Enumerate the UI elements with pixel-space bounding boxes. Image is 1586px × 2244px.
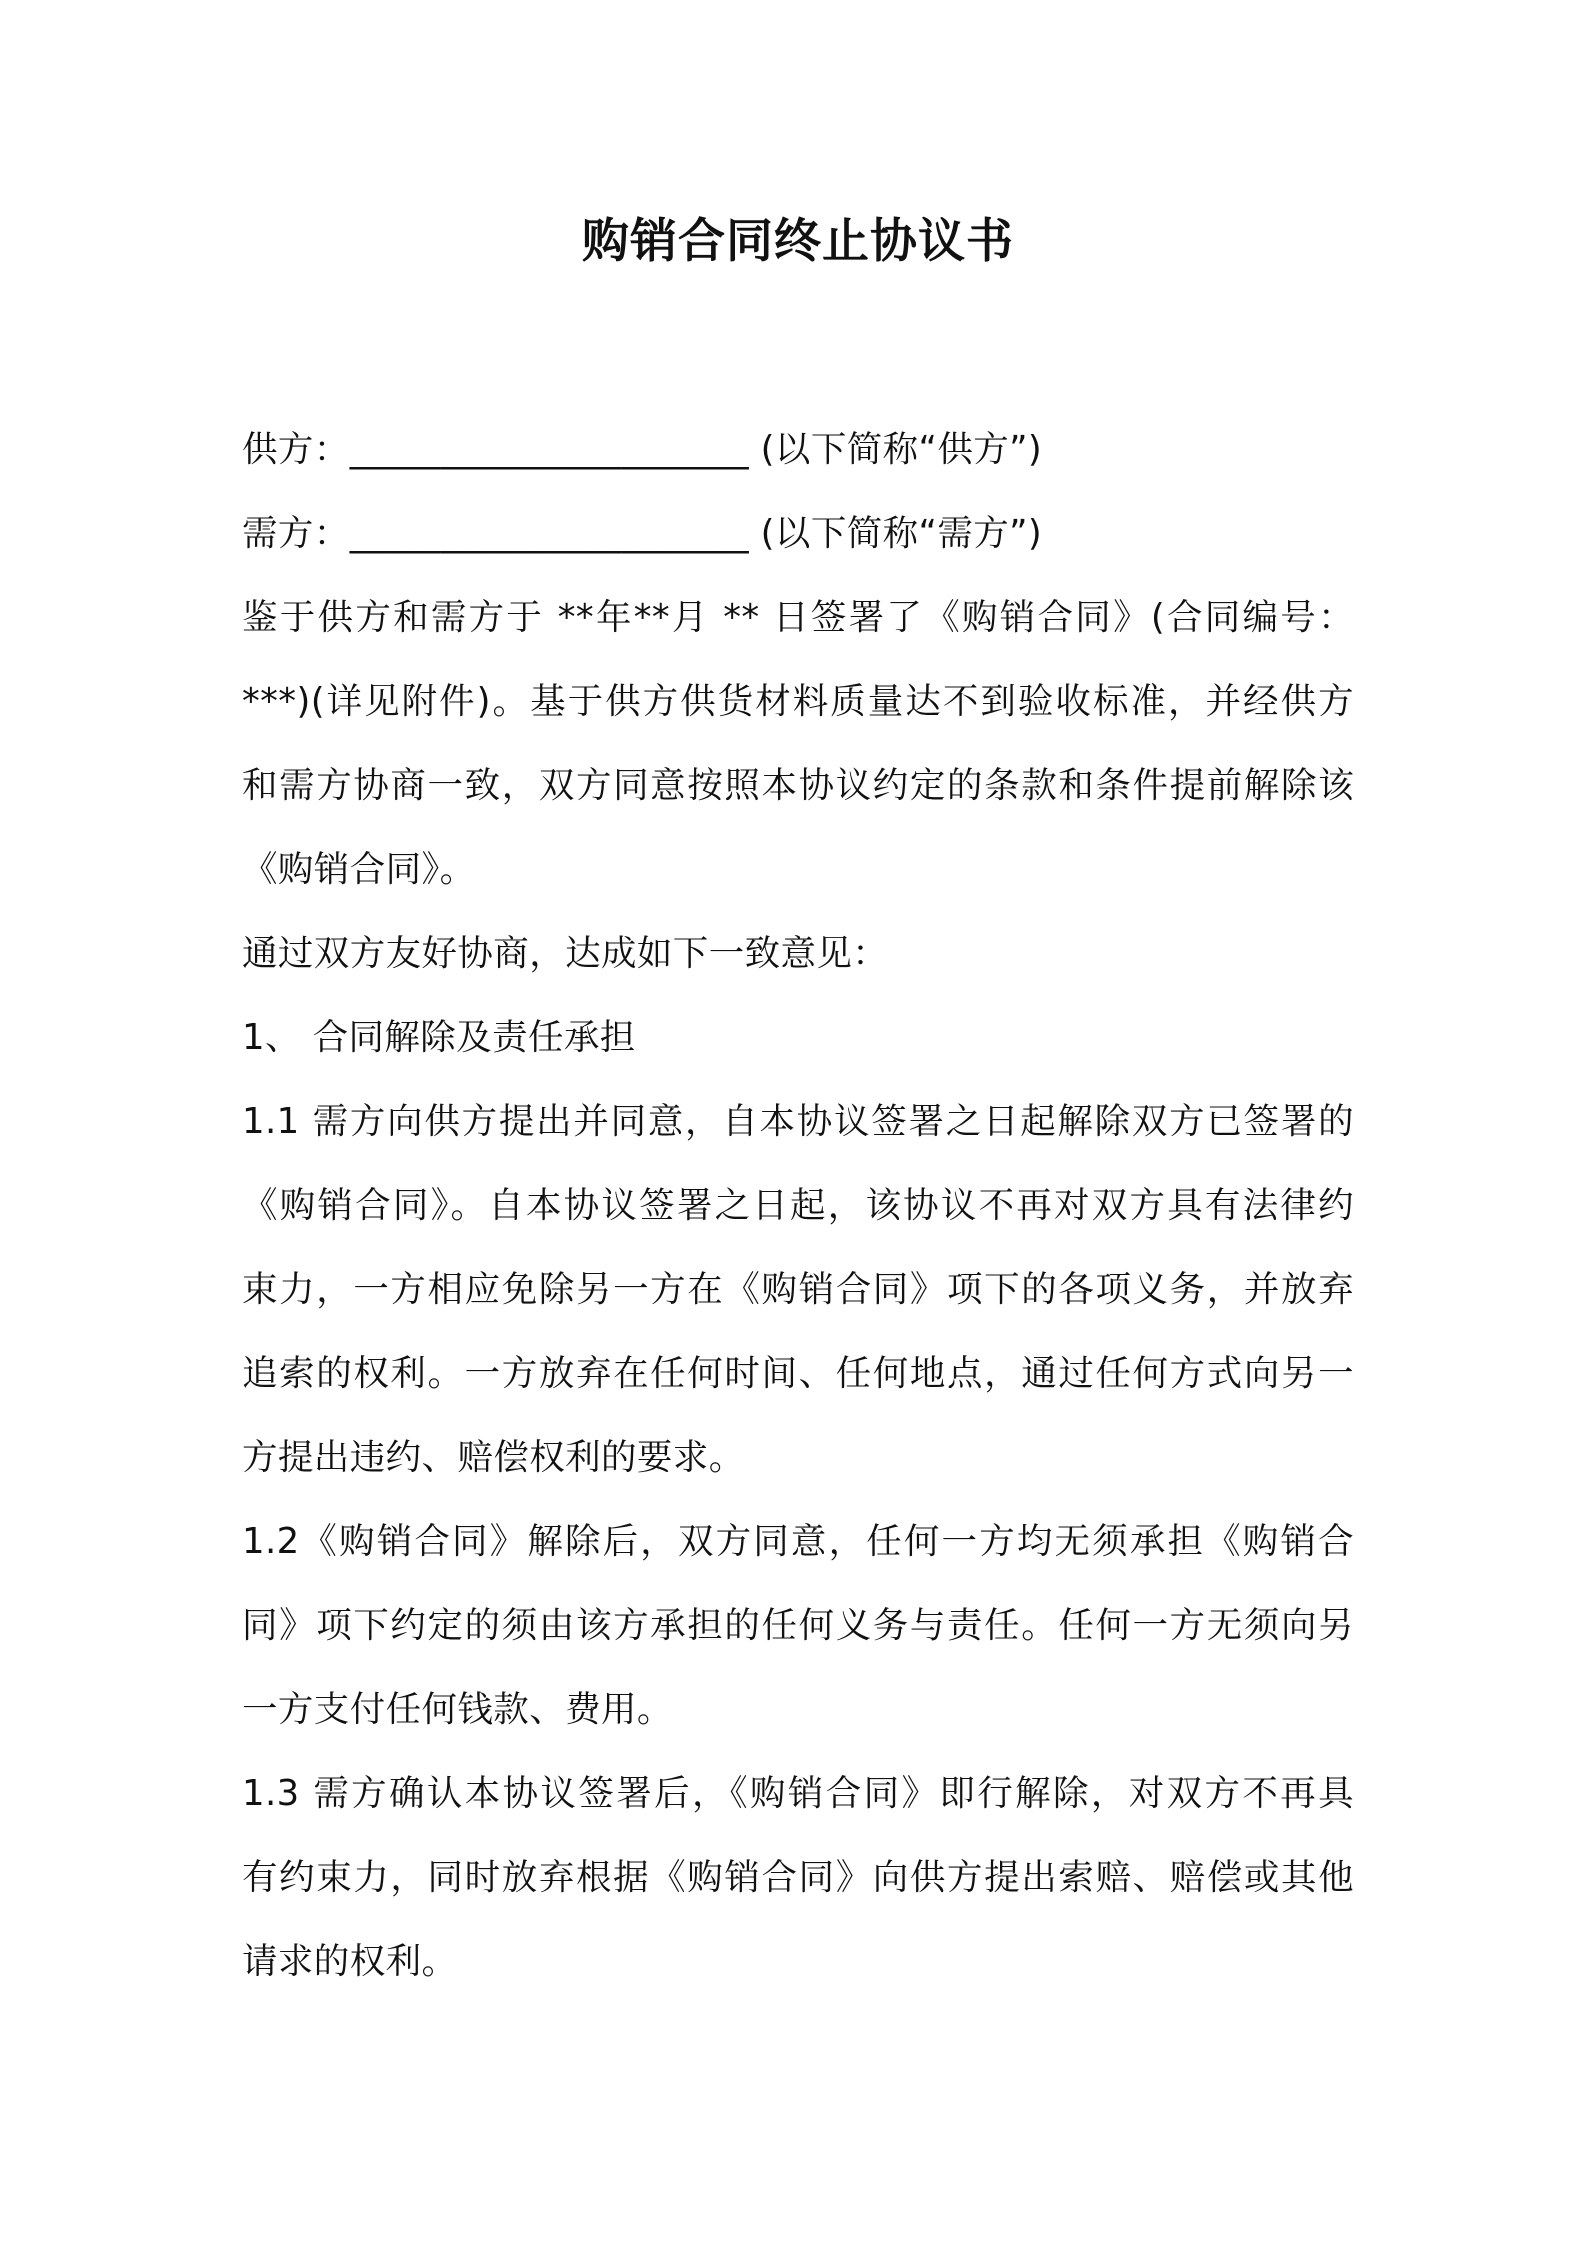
clause-1-3-line-2: 有约束力，同时放弃根据《购销合同》向供方提出索赔、赔偿或其他 — [242, 1857, 1354, 1898]
clause-1-2-line-2: 同》项下约定的须由该方承担的任何义务与责任。任何一方无须向另 — [242, 1605, 1354, 1646]
clause-1-1-line-3: 束力，一方相应免除另一方在《购销合同》项下的各项义务，并放弃 — [242, 1269, 1354, 1310]
section-1-heading: 1、 合同解除及责任承担 — [242, 1017, 636, 1058]
clause-1-2-line-1: 1.2《购销合同》解除后，双方同意，任何一方均无须承担《购销合 — [242, 1521, 1354, 1562]
clause-1-3-line-3: 请求的权利。 — [242, 1941, 458, 1982]
recital-line-1: 鉴于供方和需方于 **年**月 ** 日签署了《购销合同》(合同编号： — [242, 597, 1354, 638]
document-title: 购销合同终止协议书 — [582, 214, 1014, 269]
recital-line-2: ***)(详见附件)。基于供方供货材料质量达不到验收标准，并经供方 — [242, 681, 1354, 722]
clause-1-2-line-3: 一方支付任何钱款、费用。 — [242, 1689, 673, 1730]
recital-line-4: 《购销合同》。 — [242, 849, 476, 890]
clause-1-3-line-1: 1.3 需方确认本协议签署后，《购销合同》即行解除，对双方不再具 — [242, 1773, 1354, 1814]
clause-1-1-line-2: 《购销合同》。自本协议签署之日起，该协议不再对双方具有法律约 — [242, 1185, 1354, 1226]
agreement-intro: 通过双方友好协商，达成如下一致意见： — [242, 933, 889, 974]
recital-line-3: 和需方协商一致，双方同意按照本协议约定的条款和条件提前解除该 — [242, 765, 1354, 806]
buyer-line: 需方：______________________ (以下简称“需方”) — [242, 513, 1043, 554]
supplier-line: 供方：______________________ (以下简称“供方”) — [242, 429, 1043, 470]
clause-1-1-line-1: 1.1 需方向供方提出并同意，自本协议签署之日起解除双方已签署的 — [242, 1101, 1354, 1142]
document-body — [242, 408, 1354, 2004]
clause-1-1-line-5: 方提出违约、赔偿权利的要求。 — [242, 1437, 745, 1478]
clause-1-1-line-4: 追索的权利。一方放弃在任何时间、任何地点，通过任何方式向另一 — [242, 1353, 1354, 1394]
